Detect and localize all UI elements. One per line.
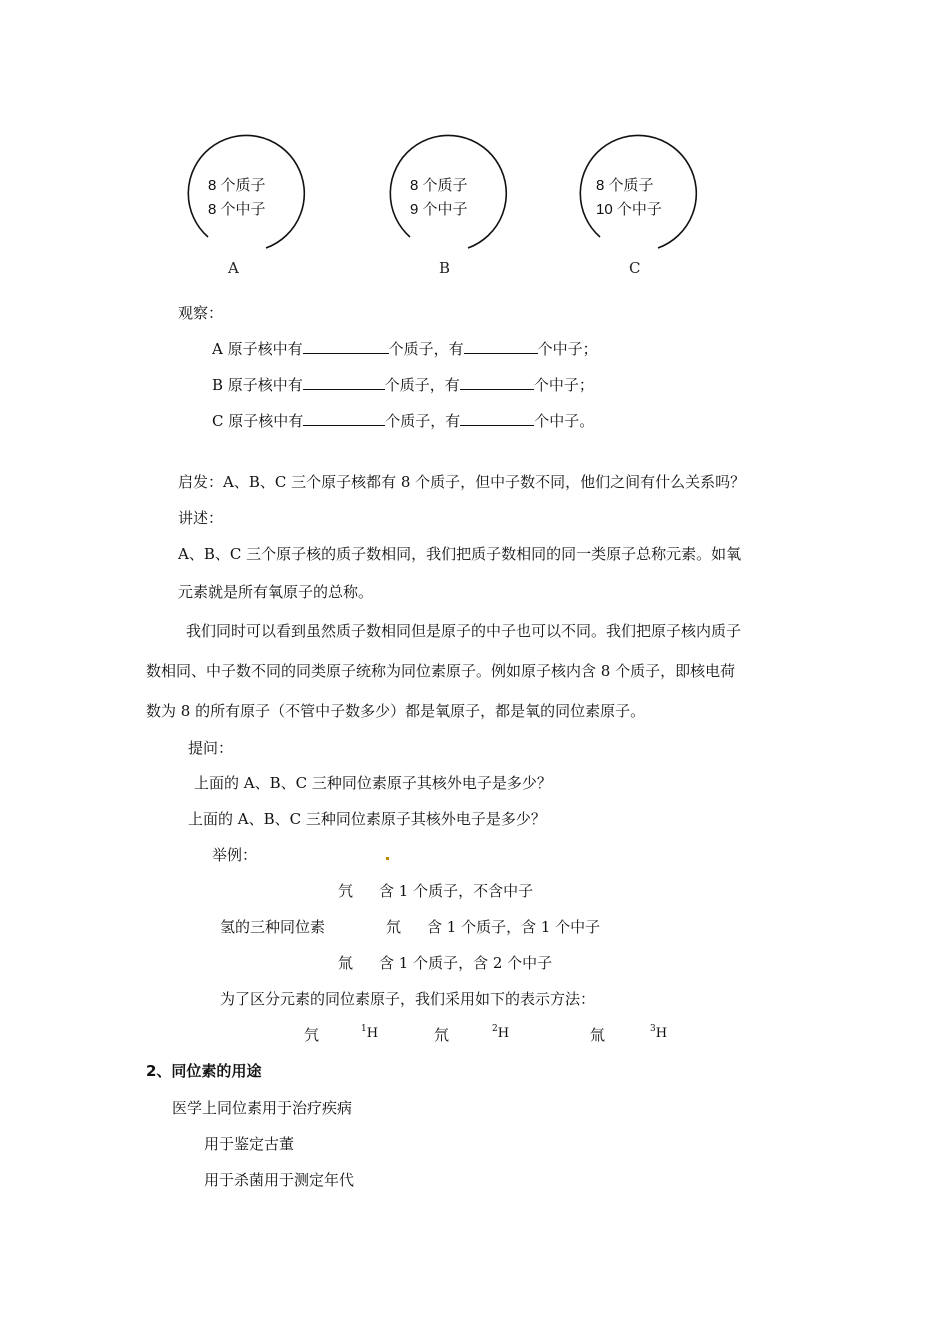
uses-item-medical: 医学上同位素用于治疗疾病 xyxy=(172,1099,353,1117)
isotope-tritium-row xyxy=(338,952,552,973)
atom-b-protons: 8 个质子 xyxy=(410,177,468,194)
blank-a-protons[interactable] xyxy=(303,339,389,354)
observe-c-suffix: 个中子。 xyxy=(534,412,595,430)
notation-tritium xyxy=(650,1024,667,1041)
observe-line-b xyxy=(212,374,594,395)
observe-line-c xyxy=(212,410,594,431)
notation-deuterium-name: 氘 xyxy=(434,1026,450,1044)
lecture-heading: 讲述： xyxy=(178,509,224,527)
notation-tritium-name: 氚 xyxy=(590,1026,606,1044)
notation-tritium-symbol: H xyxy=(655,1026,668,1041)
atom-nuclei-figure xyxy=(178,128,704,288)
uses-heading: 2、同位素的用途 xyxy=(146,1062,262,1080)
observe-heading: 观察： xyxy=(178,304,224,322)
notation-tritium-mass: 3 xyxy=(650,1024,656,1034)
atom-b-neutrons: 9 个中子 xyxy=(410,201,468,218)
observe-c-middle: 个质子，有 xyxy=(385,412,461,430)
inspire-text: 启发：A、B、C 三个原子核都有 8 个质子，但中子数不同，他们之间有什么关系吗？ xyxy=(178,473,746,491)
isotope-protium-row xyxy=(338,880,533,901)
atom-a-protons: 8 个质子 xyxy=(208,177,266,194)
hydrogen-isotopes-label: 氢的三种同位素 xyxy=(220,918,326,936)
observe-a-suffix: 个中子； xyxy=(537,340,598,358)
uses-item-antique: 用于鉴定古董 xyxy=(204,1135,295,1153)
notation-protium-mass: 1 xyxy=(361,1024,367,1034)
notation-protium-symbol: H xyxy=(366,1026,379,1041)
blank-a-neutrons[interactable] xyxy=(464,339,538,354)
atom-a-letter: A xyxy=(228,259,239,277)
isotope-deuterium-desc: 含 1 个质子，含 1 个中子 xyxy=(427,918,601,936)
isotope-protium-name: 氕 xyxy=(338,882,354,900)
notation-deuterium-mass: 2 xyxy=(492,1024,498,1034)
notation-deuterium-symbol: H xyxy=(497,1026,510,1041)
blank-c-neutrons[interactable] xyxy=(460,411,534,426)
blank-b-neutrons[interactable] xyxy=(460,375,534,390)
observe-b-middle: 个质子，有 xyxy=(384,376,460,394)
example-heading: 举例： xyxy=(212,846,258,864)
isotope-protium-desc: 含 1 个质子，不含中子 xyxy=(379,882,534,900)
stray-mark xyxy=(386,857,389,860)
lecture-p1-line1: A、B、C 三个原子核的质子数相同，我们把质子数相同的同一类原子总称元素。如氧 xyxy=(178,545,742,563)
lecture-p2-line1: 我们同时可以看到虽然质子数相同但是原子的中子也可以不同。我们把原子核内质子 xyxy=(186,622,742,640)
observe-b-prefix: B 原子核中有 xyxy=(212,376,303,394)
isotope-deuterium-row xyxy=(386,916,600,937)
lecture-p2-line3: 数为 8 的所有原子（不管中子数多少）都是氧原子，都是氧的同位素原子。 xyxy=(146,702,646,720)
lecture-p2-line2: 数相同、中子数不同的同类原子统称为同位素原子。例如原子核内含 8 个质子，即核电荷 xyxy=(146,662,736,680)
observe-a-prefix: A 原子核中有 xyxy=(212,340,303,358)
notation-protium xyxy=(361,1024,378,1041)
observe-b-suffix: 个中子； xyxy=(533,376,594,394)
observe-line-a xyxy=(212,338,598,359)
atom-c-protons: 8 个质子 xyxy=(596,177,654,194)
observe-a-middle: 个质子，有 xyxy=(388,340,464,358)
atom-b-letter: B xyxy=(439,259,451,277)
observe-c-prefix: C 原子核中有 xyxy=(212,412,304,430)
isotope-deuterium-name: 氘 xyxy=(386,918,402,936)
notation-intro: 为了区分元素的同位素原子，我们采用如下的表示方法： xyxy=(220,990,596,1008)
notation-protium-name: 氕 xyxy=(304,1026,320,1044)
lecture-p1-line2: 元素就是所有氧原子的总称。 xyxy=(178,583,374,601)
isotope-tritium-name: 氚 xyxy=(338,954,354,972)
atom-c-letter: C xyxy=(629,259,641,277)
blank-b-protons[interactable] xyxy=(303,375,385,390)
question-heading: 提问： xyxy=(188,739,234,757)
question-2: 上面的 A、B、C 三种同位素原子其核外电子是多少？ xyxy=(188,810,546,828)
atom-a-neutrons: 8 个中子 xyxy=(208,201,266,218)
notation-deuterium xyxy=(492,1024,509,1041)
isotope-tritium-desc: 含 1 个质子，含 2 个中子 xyxy=(379,954,553,972)
blank-c-protons[interactable] xyxy=(303,411,385,426)
uses-item-sterilize: 用于杀菌用于测定年代 xyxy=(204,1171,355,1189)
question-1: 上面的 A、B、C 三种同位素原子其核外电子是多少？ xyxy=(194,774,552,792)
atom-c-neutrons: 10 个中子 xyxy=(596,201,662,218)
